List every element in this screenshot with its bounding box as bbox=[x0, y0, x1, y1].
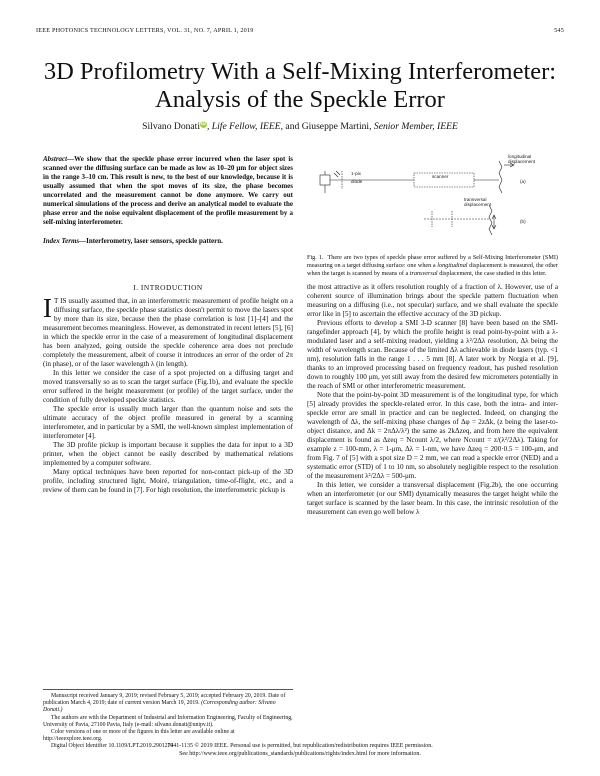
paragraph: The speckle error is usually much larger than the quantum noise and sets the ultimate accuracy of the object profile measured in general by a scanning interferometer, and in particular by a SMI, the well-known simplest implementation of interferometer [4]. bbox=[43, 405, 293, 441]
figure-caption bbox=[307, 254, 558, 277]
figure-panel-label: (b) bbox=[520, 219, 526, 224]
footnote-block bbox=[43, 689, 293, 751]
target-surface-a bbox=[499, 161, 502, 193]
paragraph: Note that the point-by-point 3D measurement is of the longitudinal type, for which [5] already provides the speckle-related error. In this case, both the intra- and inter-speckle error are small in practice and can be neglected. Indeed, on changing the wavelength of Δλ, the self-mixing phase changes of Δφ = 2zΔk, (z being the laser-to-object distance, and Δk = 2πΔλ/λ²) the same as 2kΔzeq, and from here the equivalent displacement is found as Δzeq = Ncount λ/2, where Ncount = z/(λ²/2Δλ). Taking for example z = 100-mm, λ = 1-μm, Δλ = 1-nm, we have Δzeq = 200·0.5 = 100-μm, and from Fig. 7 of [5] with a spot size D = 2 mm, we can read a speckle error (NED) and a systematic error (STD) of 1 to 10 nm, so absolutely negligible respect to the resolution of the measurement λ²/2Δλ = 500-μm. bbox=[307, 391, 558, 481]
paragraph: the most attractive as it offers resolution roughly of a fraction of λ. However, use of a coherent source of illumination brings about the speckle pattern fluctuation when measuring on a diffusing (i.e., not specular) surface, and we shall evaluate the speckle error like in [5] to ascertain the effective accuracy of the 3D pickup. bbox=[307, 283, 558, 319]
abstract-label: Abstract— bbox=[43, 155, 75, 163]
author-line bbox=[20, 121, 580, 132]
abstract-text: We show that the speckle phase error incurred when the laser spot is scanned over the diffusing surface can be made as low as 10–20 μm for object sizes in the range 3–10 cm. This result is new, to the best of our knowledge, because it is usually assumed that when the spot moves of its size, the phase becomes uncorrelated and the measurement cannot be done anymore. We carry out numerical simulations of the process and derive an analytical model to evaluate the phase error and the noise equivalent displacement of the profile measurement by a self-mixing interferometer. bbox=[43, 155, 293, 226]
author-2-title: , Senior Member, IEEE bbox=[369, 121, 458, 133]
index-terms-label: Index Terms— bbox=[43, 237, 87, 245]
abstract bbox=[43, 155, 293, 227]
copyright-line: 1041-1135 © 2019 IEEE. Personal use is permitted, but republication/redistribution requires IEEE permission. bbox=[167, 743, 433, 749]
footnote-color: Color versions of one or more of the figures in this letter are available online at http://ieeexplore.ieee.org. bbox=[43, 729, 235, 743]
footnote-doi: Digital Object Identifier 10.1109/LPT.2019.2901274 bbox=[51, 743, 174, 750]
paragraph: Many optical techniques have been reported for non-contact pick-up of the 3D profile, including structured light, Moiré, triangulation, time-of-flight, etc., and a review of them can be found in [7]. For high resolution, the interferometric pickup is bbox=[43, 468, 293, 495]
figure-label: 1-pix bbox=[351, 171, 361, 176]
figure-label: diode bbox=[351, 179, 363, 184]
figure-panel-label: (a) bbox=[520, 179, 526, 184]
figure-label: displacement bbox=[508, 159, 536, 164]
figure-1-diagram bbox=[314, 153, 550, 249]
index-terms-text: Interferometry, laser sensors, speckle pattern. bbox=[86, 237, 223, 245]
paragraph: In this letter we consider the case of a spot projected on a diffusing target and moved transversally so as to scan the target surface (Fig.1b), and evaluate the speckle error suffered in the height measurement (or profile) of the target surface, under the condition of fully developed speckle statistics. bbox=[43, 369, 293, 405]
figure-1 bbox=[314, 153, 550, 249]
figure-label: scanner bbox=[432, 174, 449, 179]
right-column-body bbox=[307, 283, 558, 517]
page-number: 545 bbox=[554, 27, 564, 34]
paragraph: In this letter, we consider a transversal displacement (Fig.2b), the one occurring when an interferometer (or our SMI) dynamically measures the target height while the target surface is scanned by the laser beam. In this case, the intrinsic resolution of the measurement can even go well below λ bbox=[307, 481, 558, 517]
rights-link[interactable]: See http://www.ieee.org/publications_standards/publications/rights/index.html for more information. bbox=[179, 750, 421, 757]
footnote-affiliation: The authors are with the Department of Industrial and Information Engineering, Faculty of Engineering, University of Pavia, 27100 Pavia, Italy (e-mail: silvano.donati@unipv.it). bbox=[43, 714, 293, 728]
orcid-icon[interactable]: iD bbox=[201, 121, 206, 127]
paragraph: Previous efforts to develop a SMI 3-D scanner [8] have been based on the SMI-rangefinder approach [4], by which the profile height is read point-by-point with a λ-modulated laser and a self-mixing readout, yielding a λ²/2Δλ resolution, Δλ being the width of wavelength scan. Because of the limited Δλ achievable in diode lasers (typ. <1 nm), resolution falls in the range 1 . . . 5 mm [8]. A later work by Norgia et al. [9], thanks to an improved processing based on frequency readout, has pushed resolution down to roughly 100 μm, yet still away from the desired few micrometers potentially in the reach of SMI or other interferometric measurement. bbox=[307, 319, 558, 391]
footnote-dates: Manuscript received January 9, 2019; revised February 5, 2019; accepted February 20, 2019. Date of publication March 4, 2019; date of current version March 19, 2019. bbox=[43, 693, 286, 707]
drop-cap: I bbox=[43, 293, 52, 323]
figure-label: longitudinal bbox=[508, 154, 532, 159]
left-column-body bbox=[43, 293, 293, 495]
caption-text: There are two types of speckle phase error suffered by a Self-Mixing Interferometer (SMI) measuring on a target diffusing surface: one when a bbox=[307, 254, 558, 269]
section-heading: I. INTRODUCTION bbox=[133, 283, 203, 292]
index-terms bbox=[43, 237, 293, 246]
author-conjunction: and bbox=[283, 121, 302, 133]
footnote-corresponding: (Corresponding author: Silvano Donati.) bbox=[43, 700, 276, 714]
laser-diode-body bbox=[320, 175, 330, 185]
caption-text: displacement, the case studied in this letter. bbox=[437, 269, 547, 277]
figure-label: transversal bbox=[464, 197, 487, 202]
copyright-footer bbox=[43, 743, 557, 758]
author-1[interactable]: Silvano Donati bbox=[142, 121, 200, 133]
paragraph: The 3D profile pickup is important because it supplies the data for input to a 3D printer, when the object cannot be easily described by mathematical relations implemented by a computer software. bbox=[43, 441, 293, 468]
caption-fig-label: Fig. 1. bbox=[307, 254, 324, 261]
caption-italic: transversal bbox=[409, 269, 438, 277]
journal-header: IEEE PHOTONICS TECHNOLOGY LETTERS, VOL. 31, NO. 7, APRIL 1, 2019 bbox=[36, 27, 254, 34]
caption-text: displacement is measured, the other when the target is scanned by means of a bbox=[307, 261, 558, 277]
author-2[interactable]: Giuseppe Martini bbox=[301, 121, 370, 133]
target-surface-b bbox=[489, 205, 492, 235]
paper-title: 3D Profilometry With a Self-Mixing Interferometer: Analysis of the Speckle Error bbox=[43, 58, 557, 113]
figure-label: displacement bbox=[464, 202, 492, 207]
author-1-title: , Life Fellow, IEEE, bbox=[207, 121, 284, 133]
paragraph: T IS usually assumed that, in an interferometric measurement of profile height on a diffusing surface, the speckle phase statistics doesn't permit to move the lasers spot by more than its size, because then the phase correlation is lost [1]–[4] and the measurement becomes meaningless. However, as demonstrated in recent letters [5], [6] in which the speckle error in the case of a measurement of longitudinal displacement has been analyzed, going outside the speckle coherence area does not preclude completely the measurement, albeit of course it introduces an error of the order of 2π (in phase), or of the laser wavelength λ (in length). bbox=[43, 297, 293, 369]
caption-italic: longitudinal bbox=[437, 261, 468, 269]
